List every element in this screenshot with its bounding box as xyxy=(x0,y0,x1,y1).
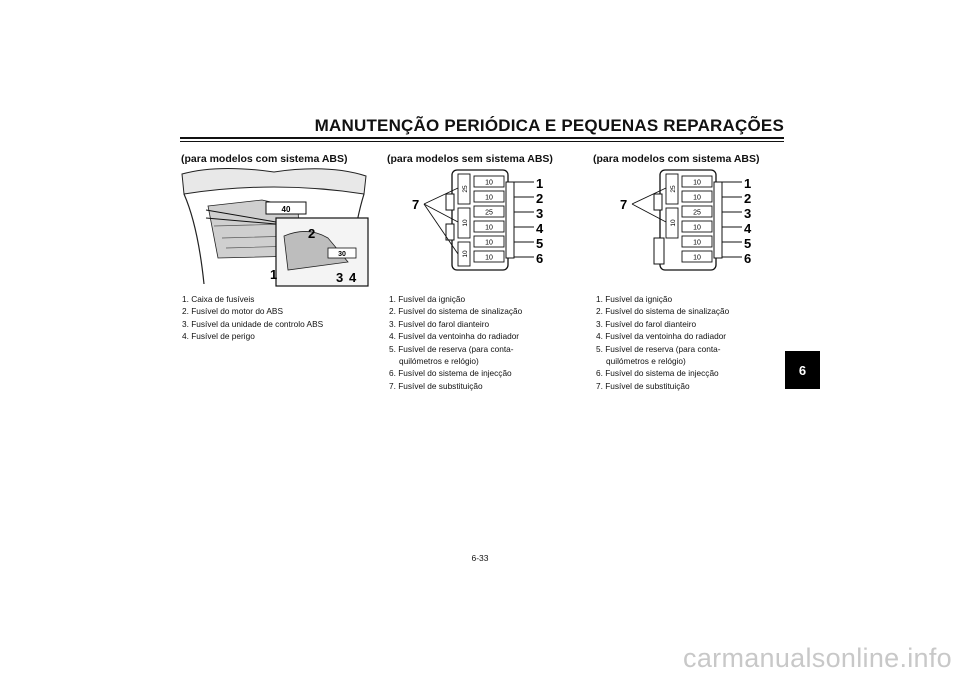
fuse-label: 10 xyxy=(693,254,701,262)
fuse-box-diagram-non-abs xyxy=(400,166,560,276)
title-rule-thin xyxy=(180,141,784,142)
fuse-label: 10 xyxy=(693,179,701,187)
callout-number: 2 xyxy=(308,226,316,241)
callout-number: 2 xyxy=(536,191,544,206)
fuse-label: 10 xyxy=(485,179,493,187)
list-item: 1. Caixa de fusíveis xyxy=(182,294,255,304)
fuse-label: 10 xyxy=(693,239,701,247)
fuse-label: 40 xyxy=(281,205,291,214)
list-item: 2. Fusível do motor do ABS xyxy=(182,306,283,317)
section-caption-abs-photo: (para modelos com sistema ABS) xyxy=(181,153,348,165)
callout-number: 4 xyxy=(349,270,357,285)
list-item: 3. Fusível do farol dianteiro xyxy=(596,318,697,329)
fuse-label: 10 xyxy=(485,224,493,232)
callout-number: 1 xyxy=(744,176,752,191)
fuse-label: 30 xyxy=(338,251,346,258)
fuse-label: 10 xyxy=(462,250,469,258)
chapter-tab: 6 xyxy=(785,351,820,389)
fuse-box-diagram-abs xyxy=(608,166,768,276)
section-caption-abs-diagram: (para modelos com sistema ABS) xyxy=(593,153,760,165)
list-item: 3. Fusível do farol dianteiro xyxy=(389,318,490,329)
callout-number: 2 xyxy=(744,191,752,206)
legend-list-non-abs xyxy=(389,293,522,392)
list-item: 7. Fusível de substituição xyxy=(596,380,690,391)
list-item-continuation: quilómetros e relógio) xyxy=(606,356,686,367)
legend-list-abs-photo xyxy=(182,293,323,343)
callout-number: 3 xyxy=(536,206,544,221)
callout-number: 6 xyxy=(536,251,544,266)
callout-number: 6 xyxy=(744,251,752,266)
list-item: 1. Fusível da ignição xyxy=(596,294,673,304)
callout-number: 5 xyxy=(536,236,544,251)
callout-number: 3 xyxy=(744,206,752,221)
page-number: 6-33 xyxy=(471,553,489,563)
fuse-label: 10 xyxy=(693,224,701,232)
list-item: 7. Fusível de substituição xyxy=(389,380,483,391)
list-item: 3. Fusível da unidade de controlo ABS xyxy=(182,318,324,329)
fuse-label: 25 xyxy=(462,185,469,193)
callout-number: 5 xyxy=(744,236,752,251)
list-item: 1. Fusível da ignição xyxy=(389,294,466,304)
fuse-label: 10 xyxy=(485,254,493,262)
callout-number: 3 xyxy=(336,270,344,285)
callout-number: 1 xyxy=(270,267,278,282)
fuse-label: 10 xyxy=(670,219,677,227)
list-item: 5. Fusível de reserva (para conta- xyxy=(596,343,721,354)
list-item: 6. Fusível do sistema de injecção xyxy=(596,368,719,379)
list-item: 5. Fusível de reserva (para conta- xyxy=(389,343,514,354)
callout-number: 7 xyxy=(412,197,420,212)
list-item: 4. Fusível da ventoinha do radiador xyxy=(389,331,520,342)
callout-number: 1 xyxy=(536,176,544,191)
callout-number: 7 xyxy=(620,197,628,212)
fuse-label: 10 xyxy=(485,239,493,247)
fuse-box-location-figure xyxy=(178,166,370,288)
title-rule xyxy=(180,137,784,139)
fuse-label: 10 xyxy=(462,219,469,227)
fuse-label: 25 xyxy=(670,185,677,193)
fuse-label: 25 xyxy=(485,209,493,217)
list-item: 6. Fusível do sistema de injecção xyxy=(389,368,512,379)
watermark: carmanualsonline.info xyxy=(683,643,952,673)
list-item: 4. Fusível de perigo xyxy=(182,331,255,342)
list-item-continuation: quilómetros e relógio) xyxy=(399,356,479,367)
page-title: MANUTENÇÃO PERIÓDICA E PEQUENAS REPARAÇÕES xyxy=(314,116,784,135)
fuse-label: 10 xyxy=(485,194,493,202)
callout-number: 4 xyxy=(744,221,752,236)
list-item: 2. Fusível do sistema de sinalização xyxy=(389,306,523,317)
callout-number: 4 xyxy=(536,221,544,236)
list-item: 4. Fusível da ventoinha do radiador xyxy=(596,331,727,342)
fuse-label: 10 xyxy=(693,194,701,202)
fuse-label: 25 xyxy=(693,209,701,217)
legend-list-abs-diagram xyxy=(596,293,729,392)
section-caption-non-abs: (para modelos sem sistema ABS) xyxy=(387,153,553,165)
list-item: 2. Fusível do sistema de sinalização xyxy=(596,306,730,317)
